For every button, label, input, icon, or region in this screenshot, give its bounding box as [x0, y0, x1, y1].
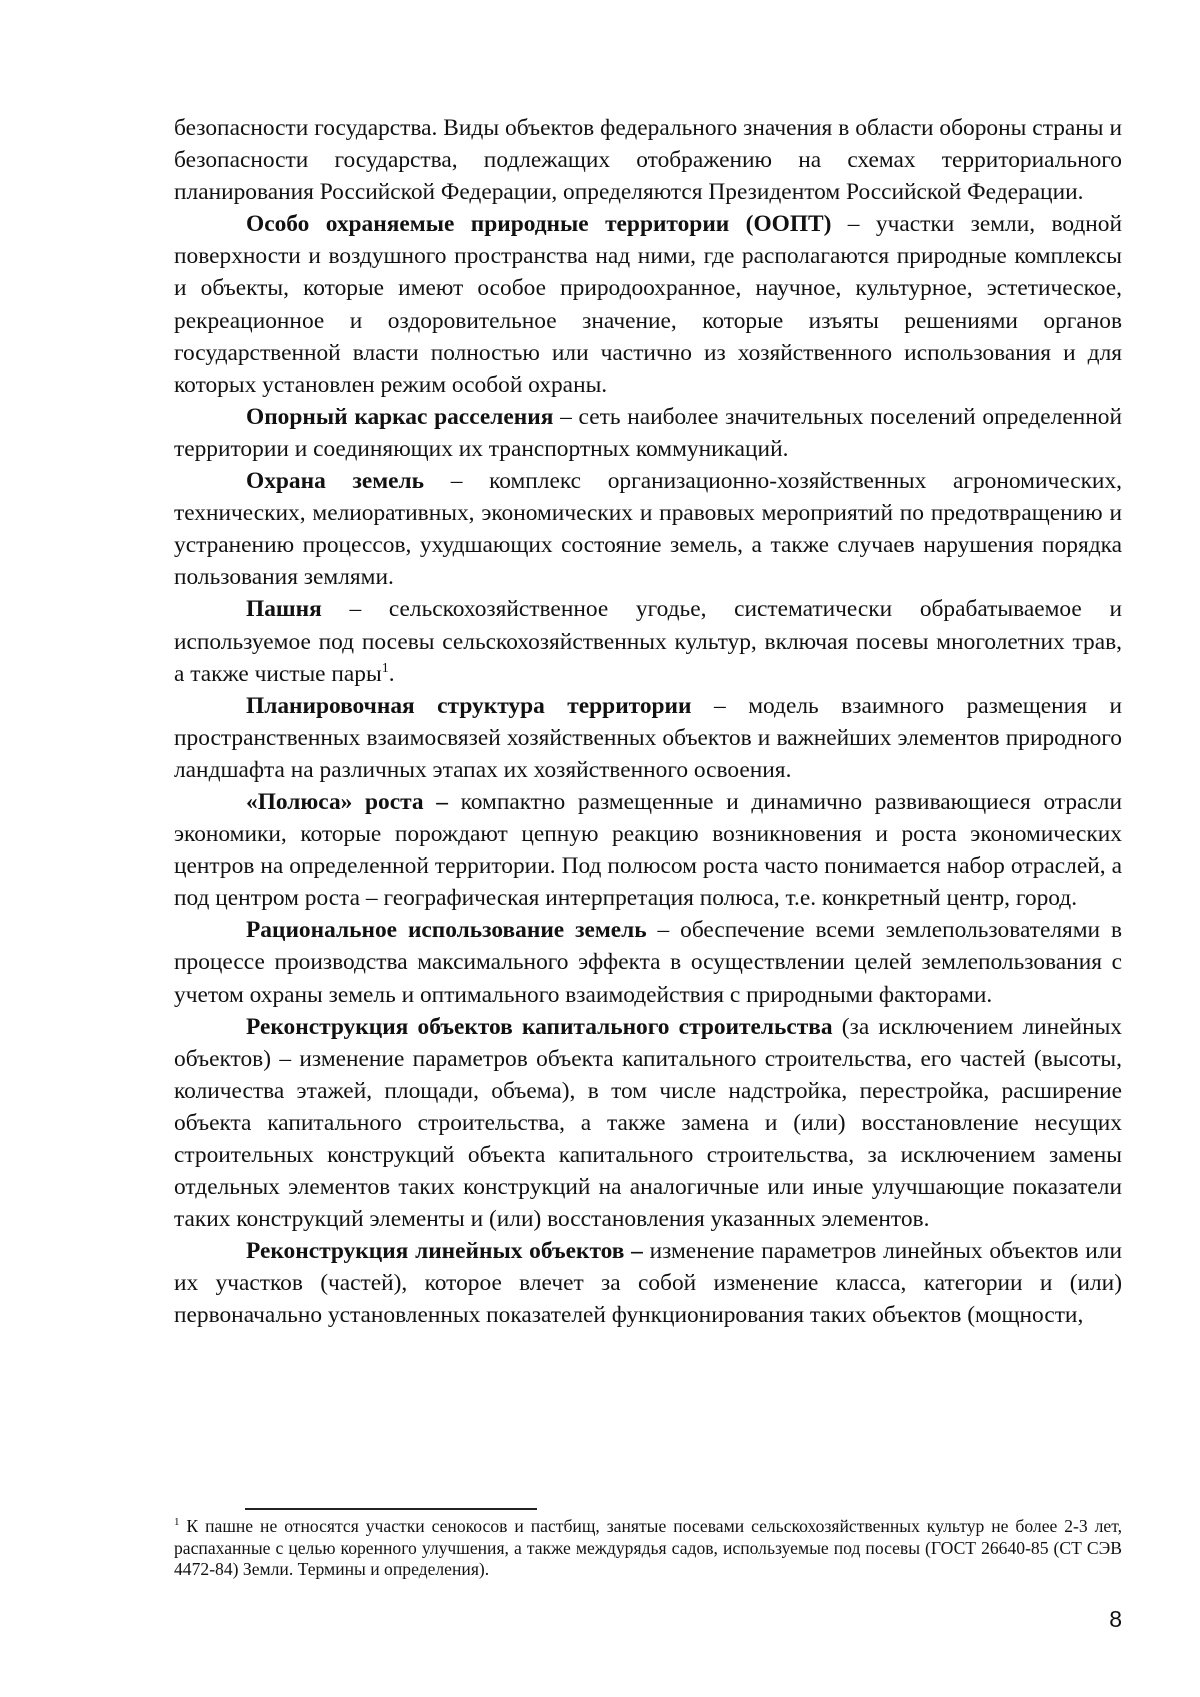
definition-paragraph: [174, 914, 1122, 1010]
definition-text-end: .: [388, 660, 395, 687]
definition-term: Реконструкция линейных объектов –: [246, 1238, 643, 1265]
definition-text: компактно размещенные и динамично развивающиеся отрасли экономики, которые порождают цепную реакцию возникновения и роста экономических центров на определенной территории. Под полюсом роста часто понимается набор отраслей, а под центром роста – географическая интерпретация полюса, т.е. конкретный центр, город.: [174, 788, 1122, 912]
definition-term: Опорный каркас расселения: [246, 403, 554, 430]
definition-text: – сельскохозяйственное угодье, систематически обрабатываемое и используемое под посевы сельскохозяйственных культур, включая посевы многолетних трав, а также чистые пары: [174, 596, 1122, 687]
definition-paragraph: [174, 690, 1122, 786]
page-number: 8: [1109, 1606, 1122, 1632]
definition-term: Реконструкция объектов капитального строительства: [246, 1013, 833, 1040]
definition-paragraph: [174, 1011, 1122, 1236]
definition-paragraph: [174, 786, 1122, 914]
footnote-separator: [245, 1508, 537, 1510]
footnote: [174, 1516, 1122, 1581]
definition-term: Пашня: [246, 596, 322, 623]
definition-text: – сеть наиболее значительных поселений определенной территории и соединяющих их транспортных коммуникаций.: [174, 403, 1122, 462]
definition-text: – комплекс организационно-хозяйственных агрономических, технических, мелиоративных, экономических и правовых мероприятий по предотвращению и устранению процессов, ухудшающих состояние земель, а также случаев нарушения порядка пользования землями.: [174, 468, 1122, 591]
definition-text: – участки земли, водной поверхности и воздушного пространства над ними, где располагаются природные комплексы и объекты, которые имеют особое природоохранное, научное, культурное, эстетическое, рекреационное и оздоровительное значение, которые изъяты решениями органов государственной власти полностью или частично из хозяйственного использования и для которых установлен режим особой охраны.: [174, 211, 1122, 398]
definition-paragraph: [174, 465, 1122, 593]
definition-text: (за исключением линейных объектов) – изменение параметров объекта капитального строительства, его частей (высоты, количества этажей, площади, объема), в том числе надстройка, перестройка, расширение объекта капитального строительства, а также замена и (или) восстановление несущих строительных конструкций объекта капитального строительства, за исключением замены отдельных элементов таких конструкций на аналогичные или иные улучшающие показатели таких конструкций элементы и (или) восстановления указанных элементов.: [174, 1013, 1122, 1233]
footnote-reference[interactable]: 1: [381, 660, 389, 676]
definition-term: Охрана земель: [246, 468, 425, 495]
intro-paragraph: безопасности государства. Виды объектов федерального значения в области обороны страны и безопасности государства, подлежащих отображению на схемах территориального планирования Российской Федерации, определяются Президентом Российской Федерации.: [174, 115, 1122, 206]
definition-text: – обеспечение всеми землепользователями в процессе производства максимального эффекта в осуществлении целей землепользования с учетом охраны земель и оптимального взаимодействия с природными факторами.: [174, 917, 1123, 1008]
definition-term: Рациональное использование земель: [246, 917, 647, 944]
definition-text: изменение параметров линейных объектов или их участков (частей), которое влечет за собой изменение класса, категории и (или) первоначально установленных показателей функционирования таких объектов (мощности,: [174, 1238, 1122, 1329]
definition-paragraph: [174, 1235, 1122, 1331]
document-page: [174, 112, 1122, 1332]
definition-paragraph: [174, 593, 1122, 689]
definition-paragraph: [174, 401, 1122, 465]
footnote-text: К пашне не относятся участки сенокосов и пастбищ, занятые посевами сельскохозяйственных культур не более 2-3 лет, распаханные с целью коренного улучшения, а также междурядья садов, используемые под посевы (ГОСТ 26640-85 (СТ СЭВ 4472-84) Земли. Термины и определения).: [174, 1516, 1122, 1580]
definition-term: «Полюса» роста –: [246, 788, 448, 815]
definition-term: Планировочная структура территории: [246, 692, 692, 719]
footnote-number: 1: [174, 1516, 180, 1529]
definition-term: Особо охраняемые природные территории (ООПТ): [246, 211, 832, 238]
definition-text: – модель взаимного размещения и пространственных взаимосвязей хозяйственных объектов и важнейших элементов природного ландшафта на различных этапах их хозяйственного освоения.: [174, 692, 1122, 783]
definition-paragraph: [174, 208, 1122, 401]
